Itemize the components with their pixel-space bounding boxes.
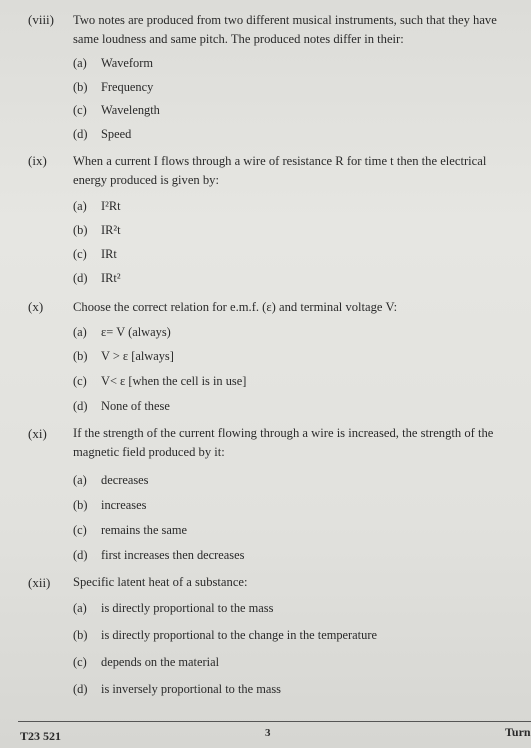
option-text: IRt² <box>101 271 121 285</box>
question-number: (xi) <box>28 426 47 441</box>
option-label: (b) <box>73 80 88 94</box>
paper-code: T23 521 <box>20 729 62 743</box>
option-label: (d) <box>73 127 88 141</box>
option-text: first increases then decreases <box>101 548 245 562</box>
option-a <box>73 198 121 214</box>
option-text: V > ε [always] <box>101 349 174 363</box>
option-label: (b) <box>73 223 88 237</box>
option-text: ε= V (always) <box>101 325 171 339</box>
option-c <box>73 522 187 538</box>
option-text: decreases <box>101 473 149 487</box>
option-label: (a) <box>73 473 87 487</box>
option-a <box>73 600 273 616</box>
option-c <box>73 654 219 670</box>
option-label: (c) <box>73 374 87 388</box>
option-text: Speed <box>101 127 132 141</box>
option-text: I²Rt <box>101 199 121 213</box>
option-d <box>73 681 281 697</box>
option-label: (a) <box>73 325 87 339</box>
option-text: increases <box>101 498 147 512</box>
option-a <box>73 55 153 71</box>
question-text: If the strength of the current flowing through a wire is increased, the strength of the magnetic field produced by it: <box>73 426 494 459</box>
question-text: When a current I flows through a wire of resistance R for time t then the electrical energy produced is given by: <box>73 154 487 187</box>
option-text: Wavelength <box>101 103 160 117</box>
option-text: remains the same <box>101 523 188 537</box>
option-text: None of these <box>101 399 170 413</box>
question-number: (ix) <box>28 153 47 168</box>
option-b <box>73 627 377 643</box>
option-label: (a) <box>73 199 87 213</box>
option-label: (a) <box>73 56 87 70</box>
option-label: (c) <box>73 655 87 669</box>
option-text: is directly proportional to the mass <box>101 601 274 615</box>
option-b <box>73 222 121 238</box>
question-text: Specific latent heat of a substance: <box>73 575 248 589</box>
option-text: IRt <box>101 247 117 261</box>
option-label: (d) <box>73 548 88 562</box>
option-text: depends on the material <box>101 655 220 669</box>
option-c <box>73 373 246 389</box>
option-label: (d) <box>73 399 88 413</box>
option-b <box>73 497 146 513</box>
option-d <box>73 547 244 563</box>
option-a <box>73 472 148 488</box>
option-text: Frequency <box>101 80 154 94</box>
option-label: (a) <box>73 601 87 615</box>
option-label: (d) <box>73 682 88 696</box>
question-number: (viii) <box>28 12 54 27</box>
option-d <box>73 126 131 142</box>
option-label: (b) <box>73 349 88 363</box>
option-a <box>73 324 171 340</box>
question-number: (x) <box>28 299 44 314</box>
question-number: (xii) <box>28 575 51 590</box>
option-b <box>73 348 174 364</box>
option-label: (c) <box>73 247 87 261</box>
option-d <box>73 398 170 414</box>
option-label: (b) <box>73 628 88 642</box>
option-b <box>73 79 153 95</box>
option-d <box>73 270 121 286</box>
option-label: (b) <box>73 498 88 512</box>
option-label: (c) <box>73 103 87 117</box>
option-text: IR²t <box>101 223 121 237</box>
option-label: (d) <box>73 271 88 285</box>
option-text: Waveform <box>101 56 153 70</box>
question-text: Two notes are produced from two different musical instruments, such that they have same loudness and same pitch. The produced notes differ in their: <box>73 13 497 46</box>
page-number: 3 <box>265 727 271 739</box>
option-c <box>73 246 117 262</box>
option-text: is directly proportional to the change in the temperature <box>101 628 377 642</box>
option-text: V< ε [when the cell is in use] <box>101 374 247 388</box>
option-c <box>73 102 160 118</box>
footer-divider <box>18 721 531 722</box>
turn-over-label: Turn <box>505 725 531 739</box>
option-label: (c) <box>73 523 87 537</box>
question-text: Choose the correct relation for e.m.f. (ε) and terminal voltage V: <box>73 300 398 314</box>
option-text: is inversely proportional to the mass <box>101 682 281 696</box>
